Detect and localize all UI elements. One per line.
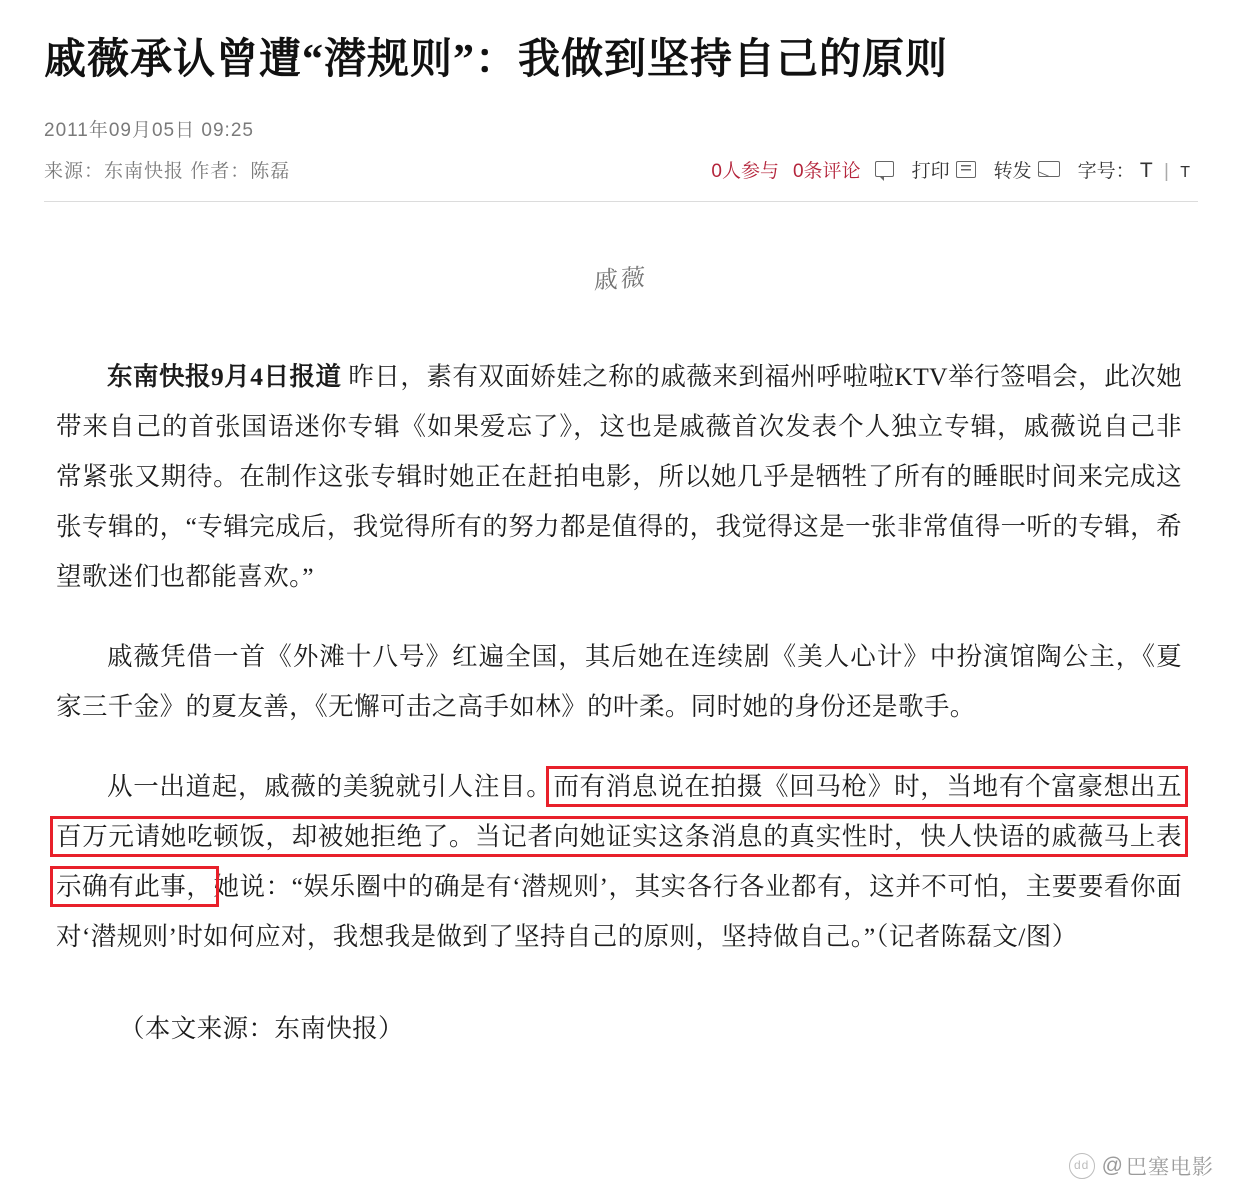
watermark-at: @ <box>1101 1154 1124 1177</box>
printer-icon <box>956 161 976 178</box>
font-size-small-button[interactable]: T <box>1180 163 1190 181</box>
signature-text: 戚薇 <box>593 265 649 296</box>
paragraph-3-rest: 她说：“娱乐圈中的确是有‘潜规则’，其实各行各业都有，这并不可怕，主要要看你面对‘潜规则’时如何应对，我想我是做到了坚持自己的原则，坚持做自己。”（记者陈磊文/图） <box>56 871 1182 951</box>
print-button[interactable] <box>912 156 976 183</box>
source-note: （本文来源：东南快报） <box>119 1013 404 1043</box>
forward-label: 转发 <box>993 160 1032 182</box>
paragraph-3 <box>56 762 1182 962</box>
participants-count[interactable]: 0人参与 <box>711 160 779 182</box>
forward-button[interactable] <box>994 156 1060 183</box>
paragraph-3-intro: 从一出道起，戚薇的美貌就引人注目。 <box>107 771 553 801</box>
source-author: 来源：东南快报 作者：陈磊 <box>44 160 291 182</box>
paragraph-1-text: 昨日，素有双面娇娃之称的戚薇来到福州呼啦啦KTV举行签唱会，此次她带来自己的首张国语迷你专辑《如果爱忘了》，这也是戚薇首次发表个人独立专辑，戚薇说自己非常紧张又期待。在制作这张专辑时她正在赶拍电影，所以她几乎是牺牲了所有的睡眠时间来完成这张专辑的，“专辑完成后，我觉得所有的努力都是值得的，我觉得这是一张非常值得一听的专辑，希望歌迷们也都能喜欢。” <box>56 361 1182 591</box>
watermark <box>1069 1151 1214 1181</box>
signature-image <box>44 202 1198 352</box>
comment-bubble-icon[interactable] <box>875 161 894 177</box>
watermark-logo-icon: dd <box>1069 1153 1095 1179</box>
print-label: 打印 <box>911 160 950 182</box>
highlighted-passage: 而有消息说在拍摄《回马枪》时，当地有个富豪想出五百万元请她吃顿饭，却被她拒绝了。当记者向她证实这条消息的真实性时，快人快语的戚薇马上表示确有此事， <box>56 771 1182 901</box>
font-size-separator: | <box>1164 160 1169 182</box>
article-body <box>44 352 1198 1054</box>
envelope-icon <box>1038 161 1060 177</box>
lead-source: 东南快报9月4日报道 <box>107 361 342 391</box>
watermark-name: 巴塞电影 <box>1126 1156 1214 1179</box>
font-size-control[interactable] <box>1078 156 1190 183</box>
meta-row <box>44 156 1198 183</box>
paragraph-1 <box>56 352 1182 602</box>
page-title: 戚薇承认曾遭“潜规则”：我做到坚持自己的原则 <box>44 37 949 83</box>
publish-date: 2011年09月05日 09:25 <box>44 119 254 141</box>
font-size-label: 字号： <box>1077 160 1135 182</box>
article-toolbar <box>711 156 1190 183</box>
paragraph-2: 戚薇凭借一首《外滩十八号》红遍全国，其后她在连续剧《美人心计》中扮演馆陶公主，《夏家三千金》的夏友善，《无懈可击之高手如林》的叶柔。同时她的身份还是歌手。 <box>56 641 1182 721</box>
comments-count[interactable]: 0条评论 <box>792 160 861 182</box>
font-size-large-button[interactable]: T <box>1139 158 1153 182</box>
